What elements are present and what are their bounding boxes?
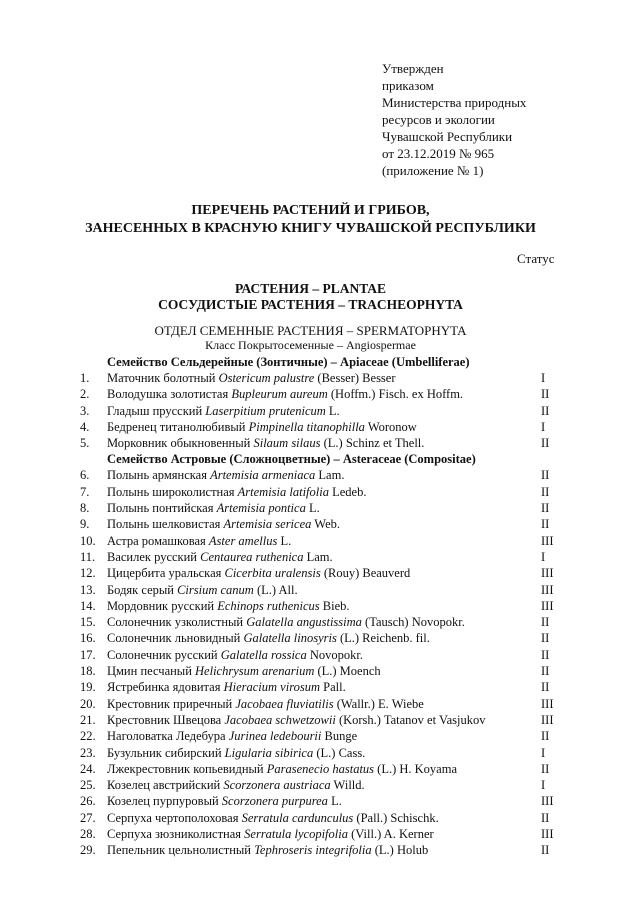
status-value: II <box>541 436 550 451</box>
russian-name: Гладыш прусский <box>107 403 206 418</box>
russian-name: Цицербита уральская <box>107 566 225 581</box>
species-name <box>107 598 350 614</box>
species-row <box>80 679 580 695</box>
species-name <box>107 761 457 777</box>
russian-name: Козелец австрийский <box>107 778 224 793</box>
latin-name: Artemisia armeniaca <box>210 468 316 483</box>
row-number: 26. <box>80 794 96 809</box>
author-citation: (Wallr.) E. Wiebe <box>333 696 424 711</box>
row-number: 1. <box>80 371 90 385</box>
latin-name: Centaurea ruthenica <box>200 549 304 564</box>
latin-name: Laserpitium prutenicum <box>205 403 326 418</box>
author-citation: L. <box>305 501 320 516</box>
species-name <box>107 370 396 386</box>
species-name <box>107 582 298 598</box>
family-heading: Семейство Сельдерейные (Зонтичные) – Apiaceae (Umbelliferae) <box>107 355 470 369</box>
latin-name: Hieracium virosum <box>223 680 320 695</box>
row-number: 5. <box>80 436 90 451</box>
russian-name: Полынь шелковистая <box>107 517 224 532</box>
latin-name: Scorzonera austriaca <box>223 778 331 793</box>
latin-name: Helichrysum arenarium <box>195 664 315 679</box>
author-citation: Willd. <box>330 778 365 793</box>
row-number: 17. <box>80 647 96 662</box>
status-value: I <box>541 371 546 385</box>
status-value: II <box>541 387 550 402</box>
approval-line: от 23.12.2019 № 965 <box>382 146 495 161</box>
latin-name: Artemisia sericea <box>223 517 312 532</box>
russian-name: Ястребинка ядовитая <box>107 680 224 695</box>
russian-name: Крестовник Швецова <box>107 712 225 727</box>
author-citation: Ledeb. <box>328 484 367 499</box>
status-value: III <box>541 582 554 597</box>
row-number: 21. <box>80 712 96 727</box>
author-citation: (Rouy) Beauverd <box>320 566 411 581</box>
author-citation: (L.) All. <box>253 582 298 597</box>
species-row <box>80 647 580 663</box>
species-name <box>107 810 439 826</box>
status-value: II <box>541 664 550 679</box>
status-value: II <box>541 729 550 744</box>
approval-line: (приложение № 1) <box>382 163 484 178</box>
russian-name: Солонечник русский <box>107 647 221 662</box>
russian-name: Володушка золотистая <box>107 387 232 402</box>
species-name <box>107 712 486 728</box>
species-name <box>107 549 333 565</box>
row-number: 23. <box>80 745 96 760</box>
status-value: III <box>541 566 554 581</box>
species-row <box>80 386 580 402</box>
species-name <box>107 793 342 809</box>
species-row <box>80 712 580 728</box>
species-name <box>107 679 346 695</box>
species-row <box>80 728 580 744</box>
species-row <box>80 500 580 516</box>
approval-block <box>382 60 526 179</box>
approval-line: ресурсов и экологии <box>382 112 495 127</box>
species-name <box>107 728 357 744</box>
author-citation: (Hoffm.) Fisch. ex Hoffm. <box>327 387 464 402</box>
status-value: II <box>541 810 550 825</box>
author-citation: (L.) Holub <box>371 843 429 858</box>
row-number: 10. <box>80 533 96 548</box>
author-citation: (Korsh.) Tatanov et Vasjukov <box>335 712 486 727</box>
latin-name: Ligularia sibirica <box>224 745 314 760</box>
russian-name: Полынь понтийская <box>107 501 217 516</box>
approval-line: Чувашской Республики <box>382 129 513 144</box>
author-citation: Novopokr. <box>306 647 363 662</box>
species-row <box>80 419 580 435</box>
row-number: 25. <box>80 778 96 793</box>
row-number: 7. <box>80 484 90 499</box>
species-name <box>107 663 381 679</box>
russian-name: Бодяк серый <box>107 582 178 597</box>
author-citation: (L.) Schinz et Thell. <box>320 436 425 451</box>
section-heading-line1: РАСТЕНИЯ – PLANTAE <box>234 281 387 296</box>
russian-name: Бузульник сибирский <box>107 745 225 760</box>
species-name <box>107 403 340 419</box>
author-citation: (L.) Moench <box>314 664 381 679</box>
status-value: III <box>541 712 554 727</box>
latin-name: Artemisia pontica <box>216 501 306 516</box>
author-citation: Pall. <box>320 680 346 695</box>
species-row <box>80 663 580 679</box>
status-value: II <box>541 468 550 483</box>
row-number: 16. <box>80 631 96 646</box>
species-row <box>80 826 580 842</box>
author-citation: (Besser) Besser <box>314 371 396 385</box>
status-value: I <box>541 549 546 564</box>
row-number: 29. <box>80 843 96 858</box>
species-name <box>107 435 424 451</box>
species-list <box>80 354 580 859</box>
status-value: II <box>541 843 550 858</box>
author-citation: Web. <box>311 517 341 532</box>
species-name <box>107 647 363 663</box>
approval-line: Утвержден <box>382 61 444 76</box>
species-row <box>80 467 580 483</box>
status-value: II <box>541 517 550 532</box>
russian-name: Василек русский <box>107 549 201 564</box>
species-name <box>107 826 434 842</box>
species-row <box>80 630 580 646</box>
row-number: 9. <box>80 517 90 532</box>
species-name <box>107 777 365 793</box>
species-name <box>107 630 430 646</box>
russian-name: Серпуха зюзниколистная <box>107 827 245 842</box>
russian-name: Морковник обыкновенный <box>107 436 254 451</box>
species-name <box>107 533 291 549</box>
species-row <box>80 549 580 565</box>
russian-name: Астра ромашковая <box>107 533 209 548</box>
species-row <box>80 810 580 826</box>
species-row <box>80 793 580 809</box>
section-heading-line2: СОСУДИСТЫЕ РАСТЕНИЯ – TRACHEOPHYTA <box>158 297 463 312</box>
species-row <box>80 370 580 386</box>
row-number: 18. <box>80 664 96 679</box>
status-value: II <box>541 680 550 695</box>
author-citation: (Pall.) Schischk. <box>353 810 439 825</box>
status-value: I <box>541 745 546 760</box>
species-row <box>80 403 580 419</box>
status-value: II <box>541 761 550 776</box>
species-name <box>107 614 465 630</box>
row-number: 15. <box>80 615 96 630</box>
species-row <box>80 761 580 777</box>
russian-name: Крестовник приречный <box>107 696 236 711</box>
species-row <box>80 565 580 581</box>
russian-name: Серпуха чертополоховая <box>107 810 242 825</box>
row-number: 8. <box>80 501 90 516</box>
row-number: 12. <box>80 566 96 581</box>
document-title-line2: ЗАНЕСЕННЫХ В КРАСНУЮ КНИГУ ЧУВАШСКОЙ РЕСПУБЛИКИ <box>85 221 536 236</box>
latin-name: Cirsium canum <box>177 582 254 597</box>
russian-name: Пепельник цельнолистный <box>107 843 255 858</box>
latin-name: Serratula lycopifolia <box>244 827 348 842</box>
row-number: 4. <box>80 419 90 434</box>
latin-name: Jurinea ledebourii <box>228 729 322 744</box>
approval-line: Министерства природных <box>382 95 527 110</box>
latin-name: Cicerbita uralensis <box>224 566 321 581</box>
species-row <box>80 598 580 614</box>
status-value: II <box>541 615 550 630</box>
species-name <box>107 419 417 435</box>
row-number: 27. <box>80 810 96 825</box>
russian-name: Маточник болотный <box>107 371 219 385</box>
species-row <box>80 842 580 858</box>
author-citation: L. <box>277 533 292 548</box>
author-citation: Lam. <box>303 549 333 564</box>
russian-name: Наголоватка Ледебура <box>107 729 229 744</box>
status-value: II <box>541 501 550 516</box>
approval-line: приказом <box>382 78 434 93</box>
russian-name: Козелец пурпуровый <box>107 794 222 809</box>
author-citation: (L.) Reichenb. fil. <box>336 631 430 646</box>
status-value: III <box>541 794 554 809</box>
species-name <box>107 516 340 532</box>
latin-name: Bupleurum aureum <box>231 387 328 402</box>
species-name <box>107 745 365 761</box>
species-row <box>80 582 580 598</box>
author-citation: L. <box>327 794 342 809</box>
species-name <box>107 484 366 500</box>
status-value: III <box>541 696 554 711</box>
document-title <box>0 202 621 238</box>
family-heading: Семейство Астровые (Сложноцветные) – Asteraceae (Compositae) <box>107 452 476 467</box>
russian-name: Солонечник узколистный <box>107 615 247 630</box>
row-number: 14. <box>80 598 96 613</box>
status-value: II <box>541 484 550 499</box>
russian-name: Лжекрестовник копьевидный <box>107 761 267 776</box>
latin-name: Silaum silaus <box>253 436 321 451</box>
author-citation: (Vill.) A. Kerner <box>347 827 434 842</box>
latin-name: Galatella rossica <box>220 647 307 662</box>
author-citation: (Tausch) Novopokr. <box>361 615 465 630</box>
author-citation: Lam. <box>315 468 345 483</box>
latin-name: Tephroseris integrifolia <box>254 843 372 858</box>
latin-name: Echinops ruthenicus <box>217 598 320 613</box>
row-number: 19. <box>80 680 96 695</box>
latin-name: Galatella linosyris <box>243 631 337 646</box>
latin-name: Jacobaea schwetzowii <box>224 712 336 727</box>
status-value: II <box>541 403 550 418</box>
latin-name: Jacobaea fluviatilis <box>235 696 334 711</box>
latin-name: Serratula cardunculus <box>241 810 354 825</box>
row-number: 24. <box>80 761 96 776</box>
row-number: 3. <box>80 403 90 418</box>
species-name <box>107 386 463 402</box>
species-name <box>107 565 410 581</box>
latin-name: Ostericum palustre <box>218 371 315 385</box>
row-number: 6. <box>80 468 90 483</box>
division-heading <box>0 323 621 353</box>
russian-name: Полынь армянская <box>107 468 211 483</box>
author-citation: L. <box>325 403 340 418</box>
row-number: 2. <box>80 387 90 402</box>
status-value: III <box>541 827 554 842</box>
latin-name: Galatella angustissima <box>246 615 362 630</box>
status-value: I <box>541 778 546 793</box>
russian-name: Солонечник льновидный <box>107 631 244 646</box>
species-name <box>107 696 424 712</box>
latin-name: Aster amellus <box>208 533 278 548</box>
row-number: 11. <box>80 549 96 564</box>
russian-name: Мордовник русский <box>107 598 218 613</box>
status-column-header: Статус <box>517 251 555 266</box>
class-name: Класс Покрытосеменные – Angiospermae <box>205 338 416 352</box>
author-citation: (L.) Cass. <box>313 745 366 760</box>
latin-name: Pimpinella titanophilla <box>248 419 365 434</box>
species-name <box>107 500 320 516</box>
status-value: II <box>541 631 550 646</box>
row-number: 22. <box>80 729 96 744</box>
russian-name: Бедренец титанолюбивый <box>107 419 249 434</box>
division-name: ОТДЕЛ СЕМЕННЫЕ РАСТЕНИЯ – SPERMATOPHYTA <box>154 323 467 338</box>
species-row <box>80 696 580 712</box>
latin-name: Artemisia latifolia <box>237 484 329 499</box>
species-row <box>80 533 580 549</box>
species-row <box>80 745 580 761</box>
species-row <box>80 516 580 532</box>
status-value: II <box>541 647 550 662</box>
section-heading <box>0 281 621 313</box>
author-citation: Bieb. <box>319 598 350 613</box>
author-citation: Woronow <box>364 419 417 434</box>
document-title-line1: ПЕРЕЧЕНЬ РАСТЕНИЙ И ГРИБОВ, <box>191 203 430 218</box>
species-row <box>80 614 580 630</box>
status-value: III <box>541 533 554 548</box>
species-name <box>107 842 428 858</box>
species-row <box>80 435 580 451</box>
species-row <box>80 777 580 793</box>
russian-name: Цмин песчаный <box>107 664 196 679</box>
row-number: 28. <box>80 827 96 842</box>
species-row <box>80 484 580 500</box>
latin-name: Scorzonera purpurea <box>221 794 328 809</box>
author-citation: (L.) H. Koyama <box>374 761 458 776</box>
russian-name: Полынь широколистная <box>107 484 238 499</box>
species-name <box>107 467 344 483</box>
row-number: 13. <box>80 582 96 597</box>
latin-name: Parasenecio hastatus <box>266 761 375 776</box>
row-number: 20. <box>80 696 96 711</box>
status-value: III <box>541 598 554 613</box>
status-value: I <box>541 419 546 434</box>
author-citation: Bunge <box>321 729 358 744</box>
